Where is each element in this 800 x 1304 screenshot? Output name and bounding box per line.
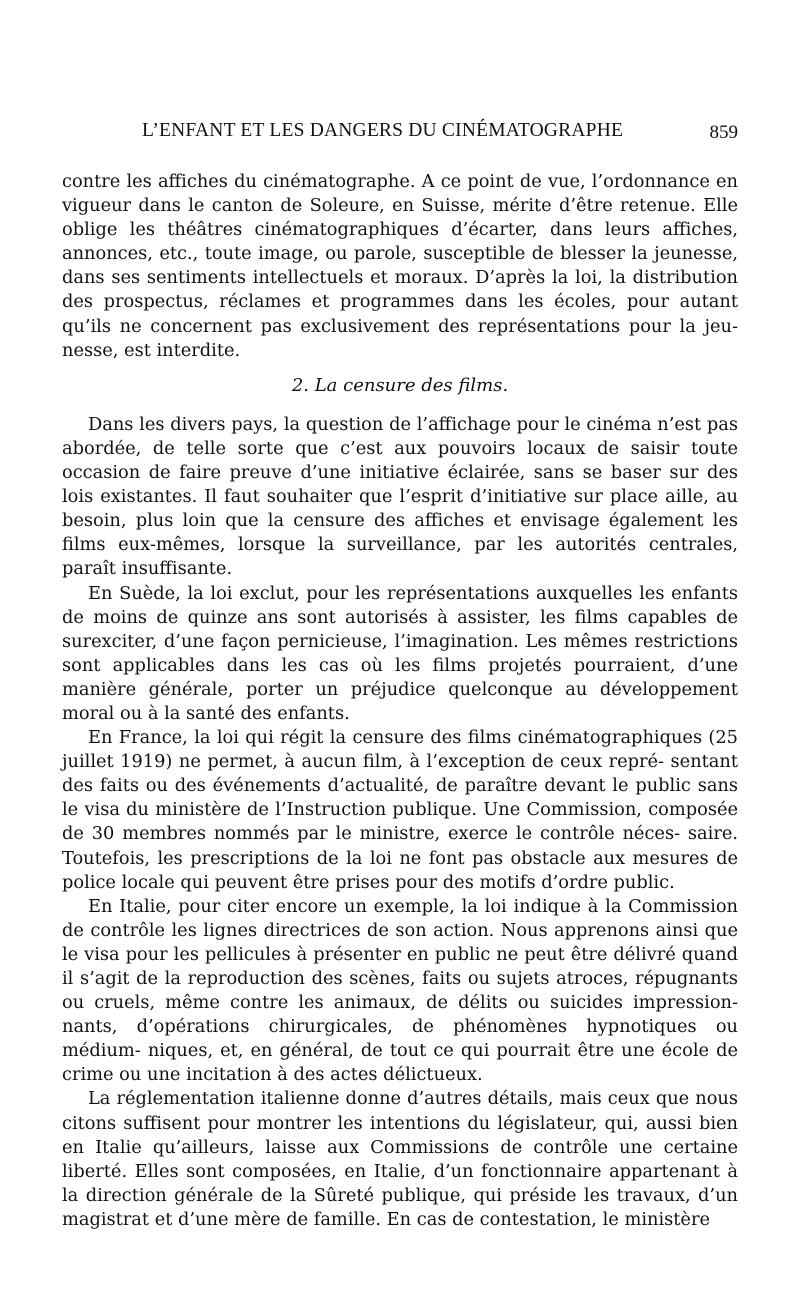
section-title: 2. La censure des films. <box>291 374 509 396</box>
body-text <box>62 170 738 1232</box>
paragraph-1: contre les affiches du cinématographe. A ce point de vue, l’ordonnance en vigueur dans le canton de Soleure, en Suisse, mérite d’être retenue. Elle oblige les théâtres cinématographiques d’écarter, dans leurs affiches, annonces, etc., toute image, ou parole, susceptible de blesser la jeunesse, dans ses sentiments intellectuels et moraux. D’après la loi, la distribution des prospectus, réclames et programmes dans les écoles, pour autant qu’ils ne concernent pas exclusivement des représentations pour la jeu- nesse, est interdite. <box>62 171 738 361</box>
running-title: L’ENFANT ET LES DANGERS DU CINÉMATOGRAPHE <box>142 120 624 141</box>
paragraph-2: Dans les divers pays, la question de l’affichage pour le cinéma n’est pas abordée, de telle sorte que c’est aux pouvoirs locaux de saisir toute occasion de faire preuve d’une initiative éclairée, sans se baser sur des lois existantes. Il faut souhaiter que l’esprit d’initiative sur place aille, au besoin, plus loin que la censure des affiches et envisage également les films eux-mêmes, lorsque la surveillance, par les autorités centrales, paraît insuffisante. <box>62 413 738 580</box>
paragraph-4: En France, la loi qui régit la censure des films cinématographiques (25 juillet 1919) ne permet, à aucun film, à l’exception de ceux repré- sentant des faits ou des événements d’actualité, de paraître devant le public sans le visa du ministère de l’Instruction publique. Une Commission, composée de 30 membres nommés par le ministre, exerce le contrôle néces- saire. Toutefois, les prescriptions de la loi ne font pas obstacle aux mesures de police locale qui peuvent être prises pour des motifs d’ordre public. <box>62 727 738 893</box>
paragraph-3: En Suède, la loi exclut, pour les représentations auxquelles les enfants de moins de quinze ans sont autorisés à assister, les films capables de surexciter, d’une façon pernicieuse, l’imagination. Les mêmes restrictions sont applicables dans les cas où les films projetés pourraient, d’une manière générale, porter un préjudice quelconque au développement moral ou à la santé des enfants. <box>62 582 738 724</box>
paragraph-5: En Italie, pour citer encore un exemple, la loi indique à la Commission de contrôle les lignes directrices de son action. Nous apprenons ainsi que le visa pour les pellicules à présenter en public ne peut être délivré quand il s’agit de la reproduction des scènes, faits ou sujets atroces, répugnants ou cruels, même contre les animaux, de délits ou suicides impression- nants, d’opérations chirurgicales, de phénomènes hypnotiques ou médium- niques, et, en général, de tout ce qui pourrait être une école de crime ou une incitation à des actes délictueux. <box>62 895 738 1086</box>
page-header <box>62 116 738 146</box>
paragraph-6: La réglementation italienne donne d’autres détails, mais ceux que nous citons suffisent pour montrer les intentions du législateur, qui, aussi bien en Italie qu’ailleurs, laisse aux Commissions de contrôle une certaine liberté. Elles sont composées, en Italie, d’un fonctionnaire appartenant à la direction générale de la Sûreté publique, qui préside les travaux, d’un magistrat et d’une mère de famille. En cas de contestation, le ministère <box>62 1088 738 1230</box>
page-number: 859 <box>709 122 738 143</box>
